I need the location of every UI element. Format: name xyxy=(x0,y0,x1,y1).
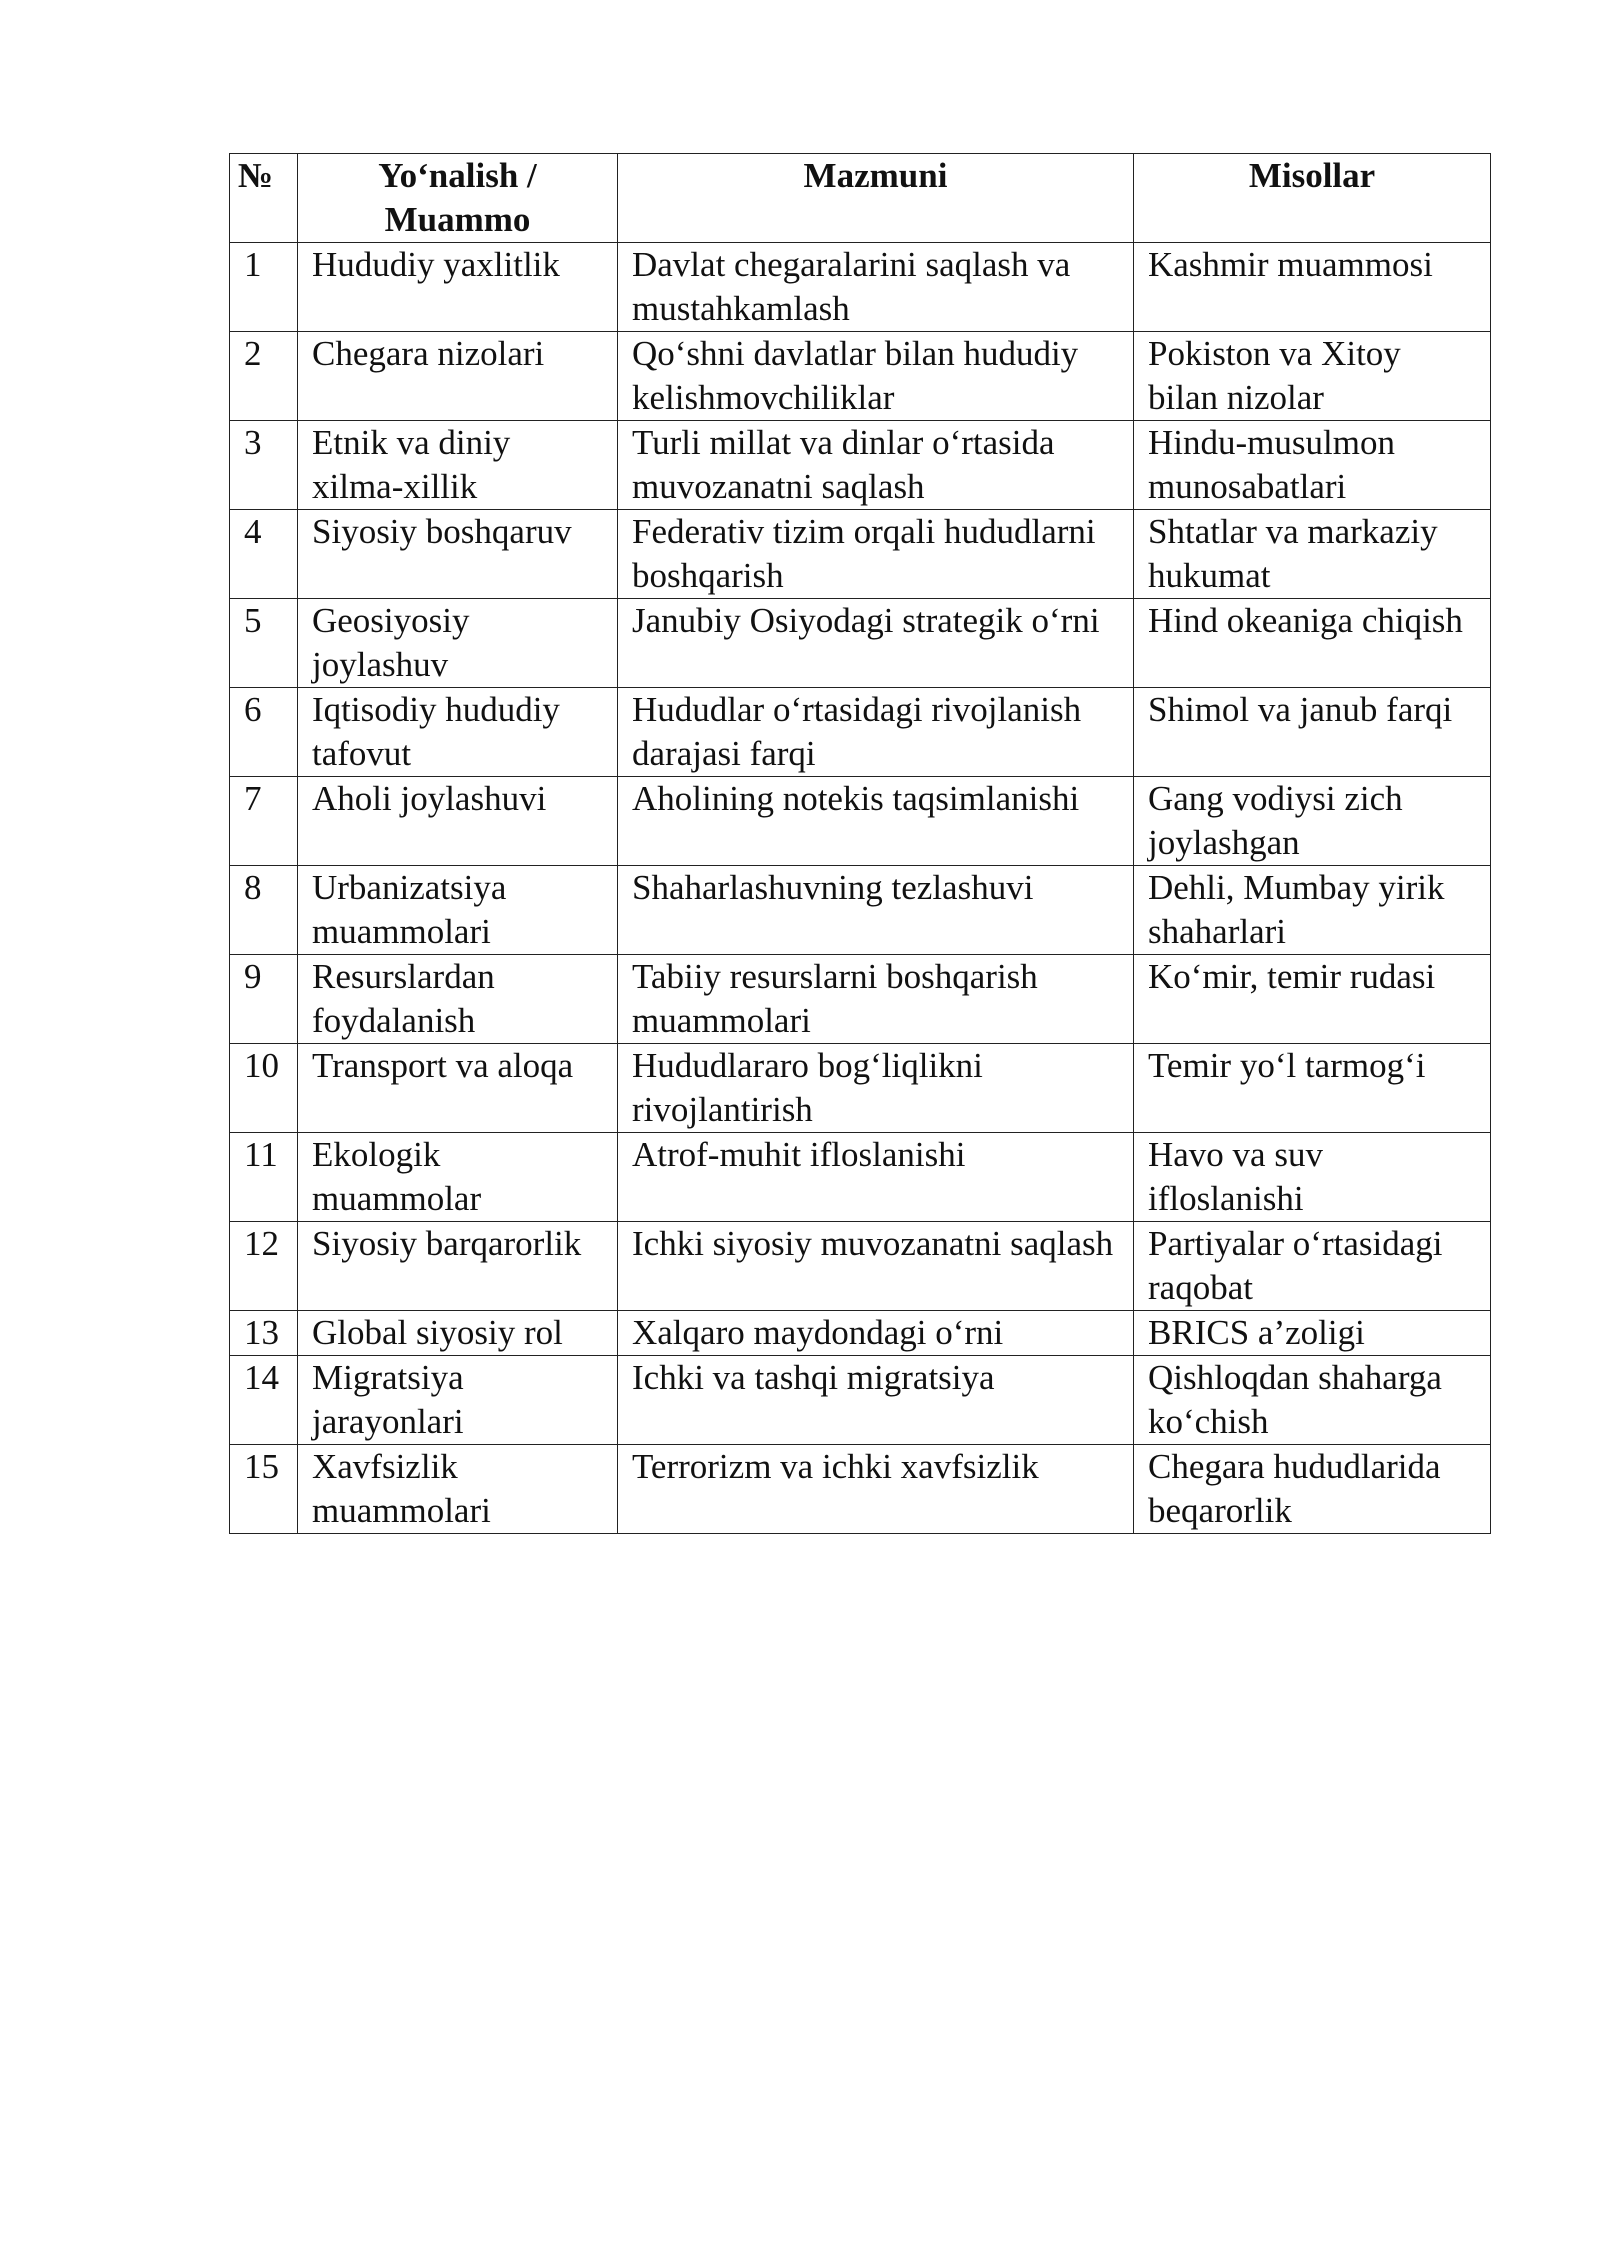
cell-number: 14 xyxy=(230,1356,298,1445)
table-row xyxy=(230,243,1491,332)
cell-content: Tabiiy resurslarni boshqarish muammolari xyxy=(618,955,1134,1044)
data-table xyxy=(229,153,1491,1534)
cell-number: 1 xyxy=(230,243,298,332)
cell-direction: Siyosiy barqarorlik xyxy=(298,1222,618,1311)
cell-direction: Iqtisodiy hududiy tafovut xyxy=(298,688,618,777)
cell-examples: BRICS a’zoligi xyxy=(1134,1311,1491,1356)
cell-number: 2 xyxy=(230,332,298,421)
table-row xyxy=(230,955,1491,1044)
table-row xyxy=(230,599,1491,688)
table-row xyxy=(230,688,1491,777)
table-row xyxy=(230,777,1491,866)
table-row xyxy=(230,1311,1491,1356)
table-row xyxy=(230,332,1491,421)
cell-direction: Aholi joylashuvi xyxy=(298,777,618,866)
cell-content: Xalqaro maydondagi o‘rni xyxy=(618,1311,1134,1356)
table-body xyxy=(230,243,1491,1534)
cell-content: Shaharlashuvning tezlashuvi xyxy=(618,866,1134,955)
cell-direction: Migratsiya jarayonlari xyxy=(298,1356,618,1445)
cell-examples: Gang vodiysi zich joylashgan xyxy=(1134,777,1491,866)
cell-examples: Qishloqdan shaharga ko‘chish xyxy=(1134,1356,1491,1445)
table-row xyxy=(230,1133,1491,1222)
cell-content: Federativ tizim orqali hududlarni boshqarish xyxy=(618,510,1134,599)
cell-direction: Hududiy yaxlitlik xyxy=(298,243,618,332)
cell-content: Atrof-muhit ifloslanishi xyxy=(618,1133,1134,1222)
cell-examples: Partiyalar o‘rtasidagi raqobat xyxy=(1134,1222,1491,1311)
table-row xyxy=(230,1044,1491,1133)
cell-examples: Shimol va janub farqi xyxy=(1134,688,1491,777)
header-direction: Yo‘nalish / Muammo xyxy=(298,154,618,243)
cell-examples: Ko‘mir, temir rudasi xyxy=(1134,955,1491,1044)
cell-number: 8 xyxy=(230,866,298,955)
cell-direction: Siyosiy boshqaruv xyxy=(298,510,618,599)
table-row xyxy=(230,1445,1491,1534)
table-row xyxy=(230,421,1491,510)
cell-examples: Hind okeaniga chiqish xyxy=(1134,599,1491,688)
cell-content: Hududlar o‘rtasidagi rivojlanish darajasi farqi xyxy=(618,688,1134,777)
cell-number: 12 xyxy=(230,1222,298,1311)
table-row xyxy=(230,866,1491,955)
cell-direction: Urbanizatsiya muammolari xyxy=(298,866,618,955)
table-row xyxy=(230,1222,1491,1311)
cell-content: Hududlararo bog‘liqlikni rivojlantirish xyxy=(618,1044,1134,1133)
cell-number: 5 xyxy=(230,599,298,688)
cell-direction: Ekologik muammolar xyxy=(298,1133,618,1222)
cell-examples: Havo va suv ifloslanishi xyxy=(1134,1133,1491,1222)
cell-content: Aholining notekis taqsimlanishi xyxy=(618,777,1134,866)
cell-examples: Dehli, Mumbay yirik shaharlari xyxy=(1134,866,1491,955)
cell-direction: Resurslardan foydalanish xyxy=(298,955,618,1044)
table-row xyxy=(230,510,1491,599)
cell-number: 13 xyxy=(230,1311,298,1356)
cell-content: Terrorizm va ichki xavfsizlik xyxy=(618,1445,1134,1534)
cell-direction: Etnik va diniy xilma-xillik xyxy=(298,421,618,510)
cell-number: 10 xyxy=(230,1044,298,1133)
cell-number: 15 xyxy=(230,1445,298,1534)
cell-content: Ichki va tashqi migratsiya xyxy=(618,1356,1134,1445)
table-header-row xyxy=(230,154,1491,243)
cell-number: 6 xyxy=(230,688,298,777)
cell-number: 3 xyxy=(230,421,298,510)
cell-number: 11 xyxy=(230,1133,298,1222)
cell-direction: Xavfsizlik muammolari xyxy=(298,1445,618,1534)
cell-number: 4 xyxy=(230,510,298,599)
cell-examples: Temir yo‘l tarmog‘i xyxy=(1134,1044,1491,1133)
cell-direction: Global siyosiy rol xyxy=(298,1311,618,1356)
cell-content: Qo‘shni davlatlar bilan hududiy kelishmovchiliklar xyxy=(618,332,1134,421)
header-examples: Misollar xyxy=(1134,154,1491,243)
header-number: № xyxy=(230,154,298,243)
cell-examples: Hindu-musulmon munosabatlari xyxy=(1134,421,1491,510)
cell-direction: Chegara nizolari xyxy=(298,332,618,421)
cell-content: Janubiy Osiyodagi strategik o‘rni xyxy=(618,599,1134,688)
cell-direction: Transport va aloqa xyxy=(298,1044,618,1133)
header-content: Mazmuni xyxy=(618,154,1134,243)
cell-number: 9 xyxy=(230,955,298,1044)
cell-examples: Pokiston va Xitoy bilan nizolar xyxy=(1134,332,1491,421)
cell-examples: Shtatlar va markaziy hukumat xyxy=(1134,510,1491,599)
cell-number: 7 xyxy=(230,777,298,866)
cell-examples: Kashmir muammosi xyxy=(1134,243,1491,332)
cell-examples: Chegara hududlarida beqarorlik xyxy=(1134,1445,1491,1534)
table-row xyxy=(230,1356,1491,1445)
cell-content: Ichki siyosiy muvozanatni saqlash xyxy=(618,1222,1134,1311)
cell-content: Turli millat va dinlar o‘rtasida muvozanatni saqlash xyxy=(618,421,1134,510)
cell-content: Davlat chegaralarini saqlash va mustahkamlash xyxy=(618,243,1134,332)
cell-direction: Geosiyosiy joylashuv xyxy=(298,599,618,688)
